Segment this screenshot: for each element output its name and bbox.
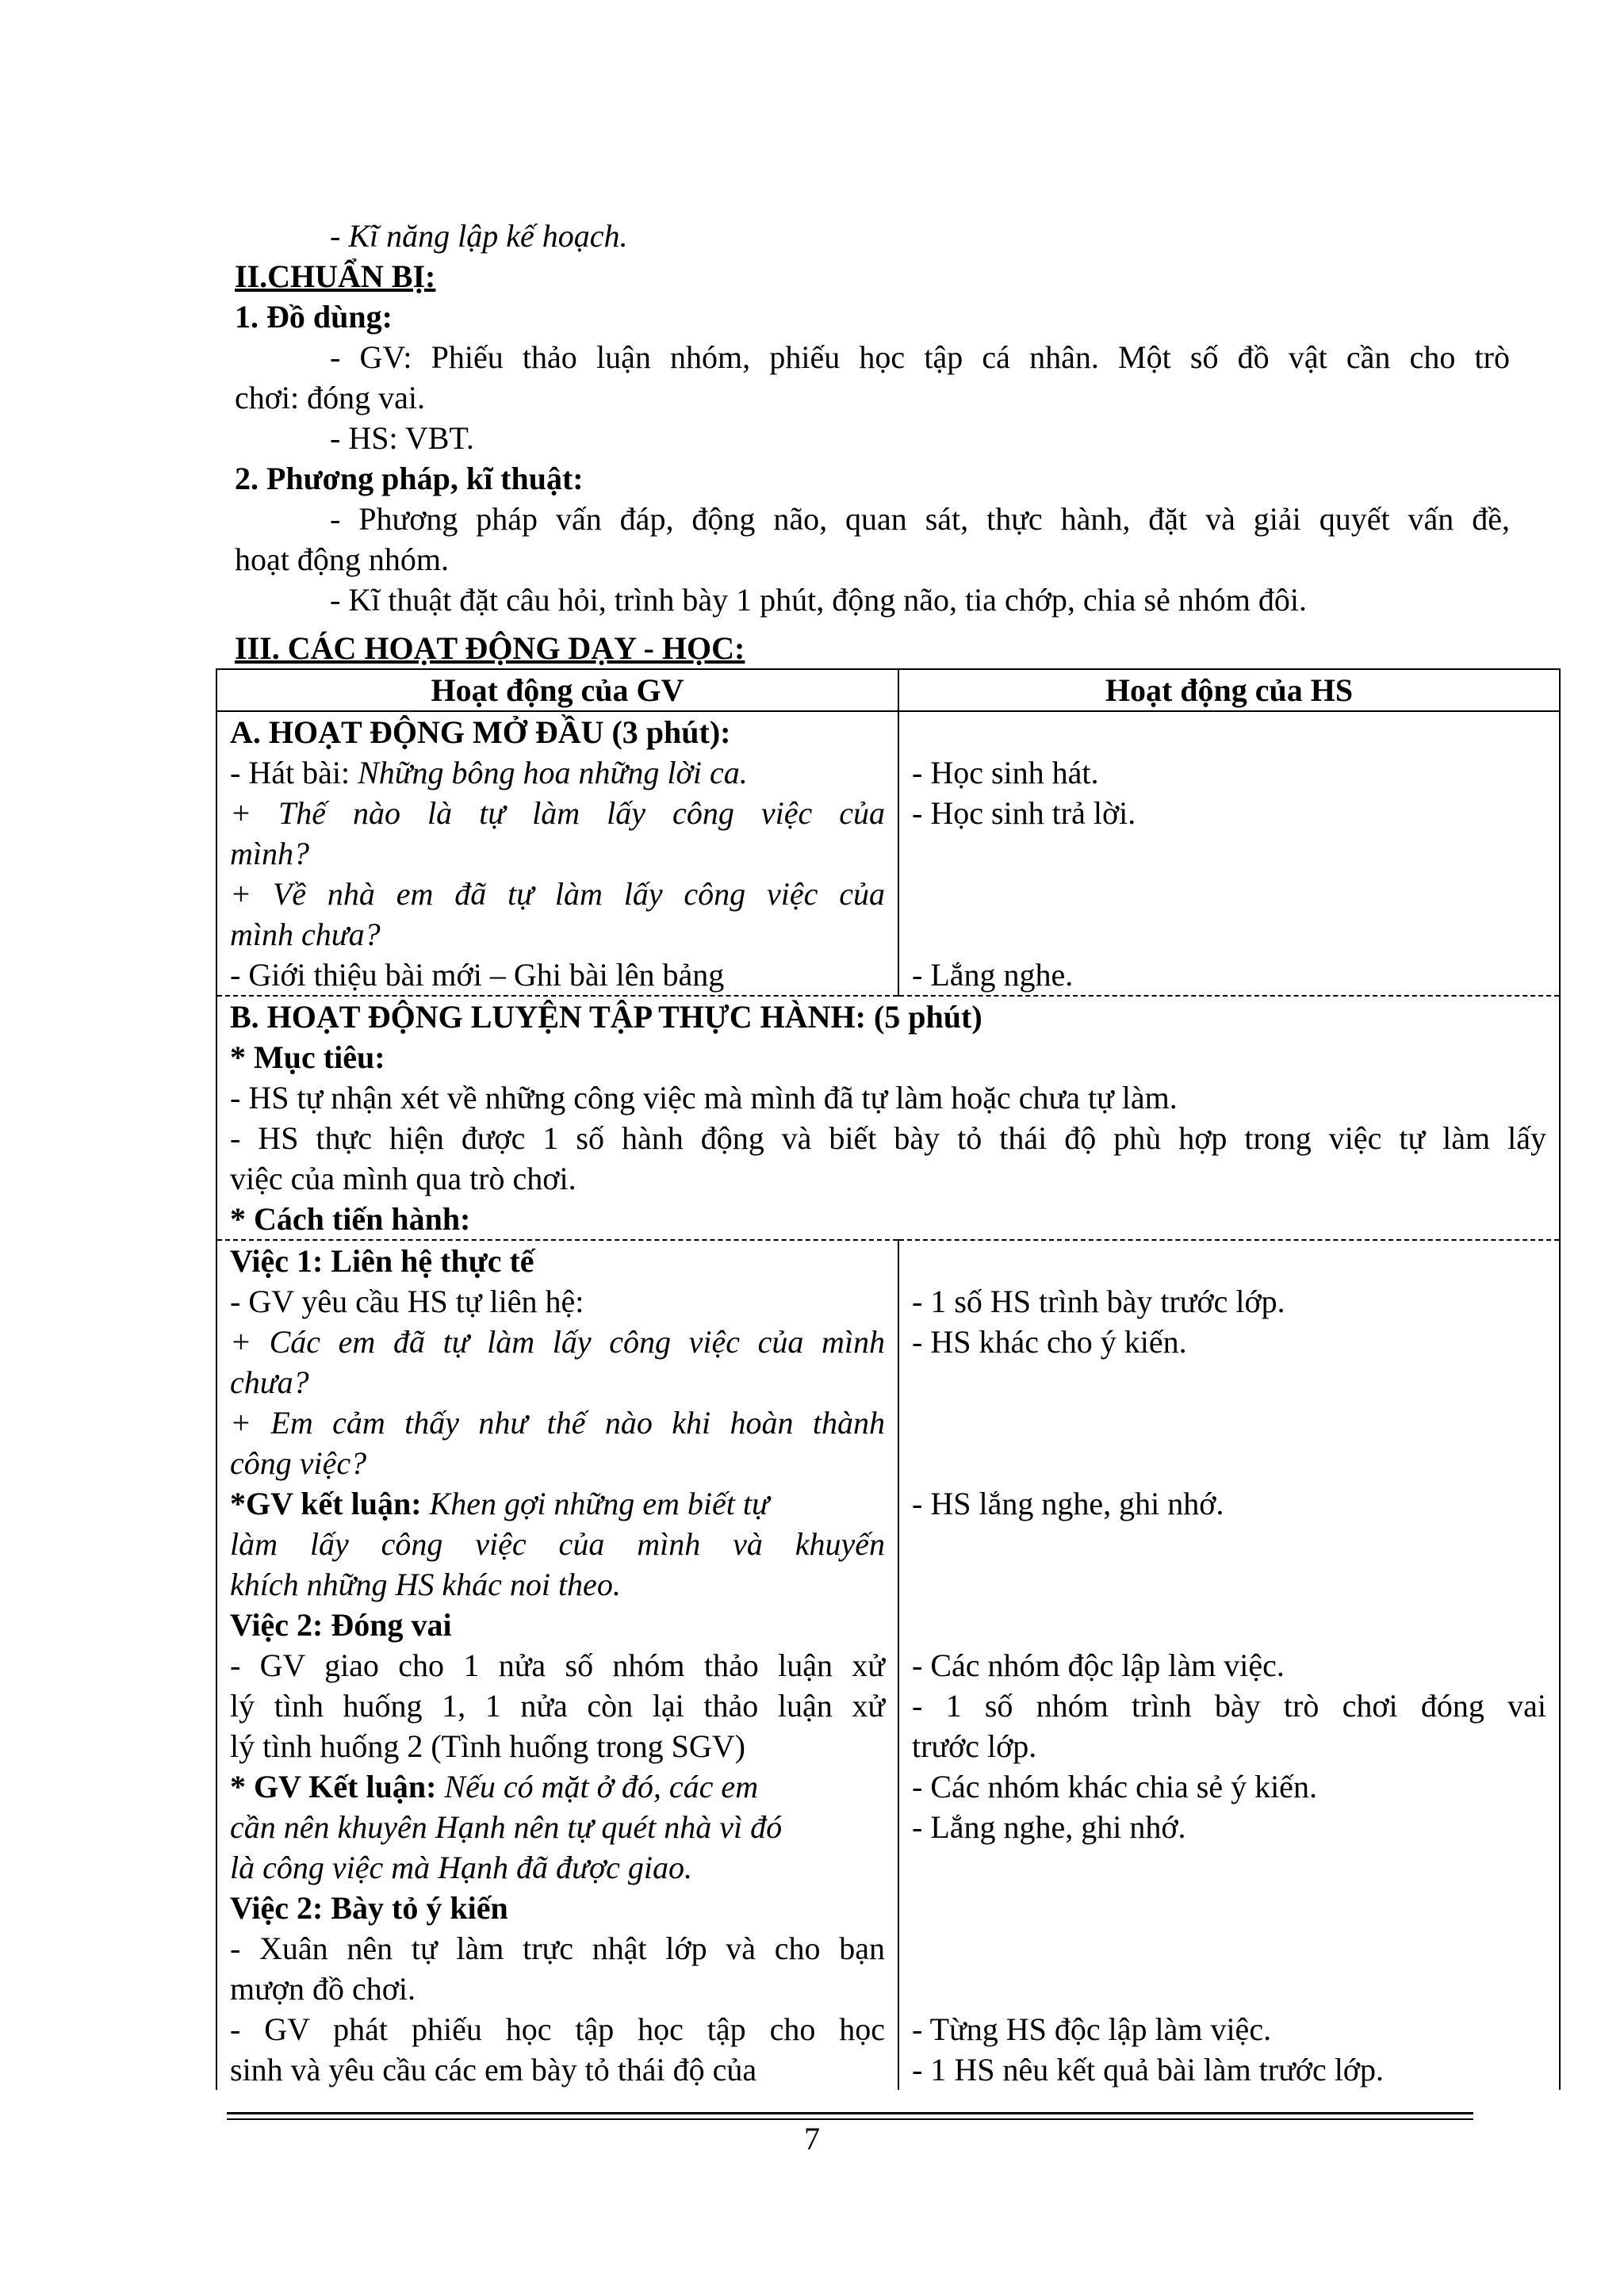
table-row (216, 711, 1560, 996)
viec-2-title: Việc 2: Đóng vai (230, 1607, 452, 1643)
student-listen: - Lắng nghe. (912, 957, 1074, 993)
activity-b-title: B. HOẠT ĐỘNG LUYỆN TẬP THỰC HÀNH: (5 phút) (230, 999, 982, 1035)
viec-2-conclusion-line-1: * GV Kết luận: Nếu có mặt ở đó, các em (230, 1769, 759, 1804)
viec-2-conclusion-line-2: cần nên khuyên Hạnh nên tự quét nhà vì đó (230, 1809, 783, 1845)
activity-b-teacher (216, 1240, 898, 2090)
viec-3-student-1: - Từng HS độc lập làm việc. (912, 2011, 1272, 2047)
viec-1-student-3: - HS lắng nghe, ghi nhớ. (912, 1486, 1224, 1521)
objective-1: - HS tự nhận xét về những công việc mà mình đã tự làm hoặc chưa tự làm. (230, 1080, 1178, 1115)
viec-2-line-3: lý tình huống 2 (Tình huống trong SGV) (230, 1728, 745, 1764)
activity-a-student (898, 711, 1560, 996)
viec-3-line-3: - GV phát phiếu học tập học tập cho học (230, 2011, 885, 2047)
viec-1-conclusion-line-3: khích những HS khác noi theo. (230, 1567, 621, 1602)
header-gv: Hoạt động của GV (216, 669, 898, 711)
objectives-heading: * Mục tiêu: (230, 1039, 385, 1075)
activities-table (216, 668, 1561, 2090)
viec-1-question-2-line-2: công việc? (230, 1445, 367, 1481)
gv-equipment-line-2: chơi: đóng vai. (235, 380, 425, 415)
table-row (216, 1240, 1560, 2090)
section-3-heading: III. CÁC HOẠT ĐỘNG DẠY - HỌC: (235, 630, 745, 666)
viec-2-student-4: - Lắng nghe, ghi nhớ. (912, 1809, 1186, 1845)
viec-1-conclusion-line-2: làm lấy công việc của mình và khuyến (230, 1526, 885, 1562)
footer-rule (227, 2112, 1473, 2114)
activity-a-title: A. HOẠT ĐỘNG MỞ ĐẦU (3 phút): (230, 714, 731, 750)
question-1-line-2: mình? (230, 836, 309, 871)
viec-2-student-2-line-2: trước lớp. (912, 1728, 1037, 1764)
viec-3-line-2: mượn đồ chơi. (230, 1971, 416, 2007)
skill-line: - Kĩ năng lập kế hoạch. (330, 218, 628, 254)
header-hs: Hoạt động của HS (898, 669, 1560, 711)
viec-2-line-1: - GV giao cho 1 nửa số nhóm thảo luận xử (230, 1647, 885, 1683)
viec-2-student-1: - Các nhóm độc lập làm việc. (912, 1647, 1285, 1683)
table-row (216, 996, 1560, 1240)
student-answer: - Học sinh trả lời. (912, 795, 1136, 831)
student-sing: - Học sinh hát. (912, 755, 1099, 790)
viec-2-conclusion-line-3: là công việc mà Hạnh đã được giao. (230, 1850, 693, 1885)
objective-2-line-1: - HS thực hiện được 1 số hành động và biết bày tỏ thái độ phù hợp trong việc tự làm lấy (230, 1120, 1546, 1156)
viec-3-title: Việc 2: Bày tỏ ý kiến (230, 1890, 508, 1926)
section-2-heading: II.CHUẨN BỊ: (235, 258, 436, 294)
viec-2-student-3: - Các nhóm khác chia sẻ ý kiến. (912, 1769, 1317, 1804)
techniques-line: - Kĩ thuật đặt câu hỏi, trình bày 1 phút, động não, tia chớp, chia sẻ nhóm đôi. (330, 582, 1308, 618)
objective-2-line-2: việc của mình qua trò chơi. (230, 1161, 576, 1196)
table-header-row (216, 669, 1560, 711)
question-2-line-1: + Về nhà em đã tự làm lấy công việc của (230, 876, 885, 912)
question-1-line-1: + Thế nào là tự làm lấy công việc của (230, 795, 885, 831)
activity-a-song: - Hát bài: Những bông hoa những lời ca. (230, 755, 748, 790)
subheading-equipment: 1. Đồ dùng: (235, 299, 393, 335)
methods-line-2: hoạt động nhóm. (235, 541, 449, 577)
viec-1-question-2-line-1: + Em cảm thấy như thế nào khi hoàn thành (230, 1405, 885, 1441)
subheading-methods: 2. Phương pháp, kĩ thuật: (235, 461, 584, 496)
question-2-line-2: mình chưa? (230, 916, 381, 952)
activity-a-teacher (216, 711, 898, 996)
viec-1-student-2: - HS khác cho ý kiến. (912, 1324, 1187, 1360)
viec-1-title: Việc 1: Liên hệ thực tế (230, 1243, 534, 1279)
procedure-heading: * Cách tiến hành: (230, 1201, 471, 1237)
viec-1-student-1: - 1 số HS trình bày trước lớp. (912, 1284, 1285, 1319)
activity-b-student (898, 1240, 1560, 2090)
viec-3-student-2: - 1 HS nêu kết quả bài làm trước lớp. (912, 2052, 1384, 2087)
viec-2-line-2: lý tình huống 1, 1 nửa còn lại thảo luận xử (230, 1688, 885, 1724)
viec-1-question-1-line-1: + Các em đã tự làm lấy công việc của mình (230, 1324, 885, 1360)
viec-2-student-2-line-1: - 1 số nhóm trình bày trò chơi đóng vai (912, 1688, 1546, 1724)
song-name: Những bông hoa những lời ca. (358, 755, 748, 790)
page-number: 7 (804, 2121, 820, 2156)
viec-1-line-1: - GV yêu cầu HS tự liên hệ: (230, 1284, 584, 1319)
viec-1-question-1-line-2: chưa? (230, 1364, 309, 1400)
activity-b-block (216, 996, 1560, 1240)
gv-equipment-line-1: - GV: Phiếu thảo luận nhóm, phiếu học tập cá nhân. Một số đồ vật cần cho trò (330, 339, 1510, 375)
introduce-lesson: - Giới thiệu bài mới – Ghi bài lên bảng (230, 957, 725, 993)
viec-1-conclusion-line-1: *GV kết luận: Khen gợi những em biết tự (230, 1486, 769, 1521)
viec-3-line-1: - Xuân nên tự làm trực nhật lớp và cho bạn (230, 1931, 885, 1966)
viec-3-line-4: sinh và yêu cầu các em bày tỏ thái độ của (230, 2052, 757, 2087)
methods-line-1: - Phương pháp vấn đáp, động não, quan sát, thực hành, đặt và giải quyết vấn đề, (330, 501, 1510, 537)
hs-equipment-line: - HS: VBT. (330, 420, 474, 456)
